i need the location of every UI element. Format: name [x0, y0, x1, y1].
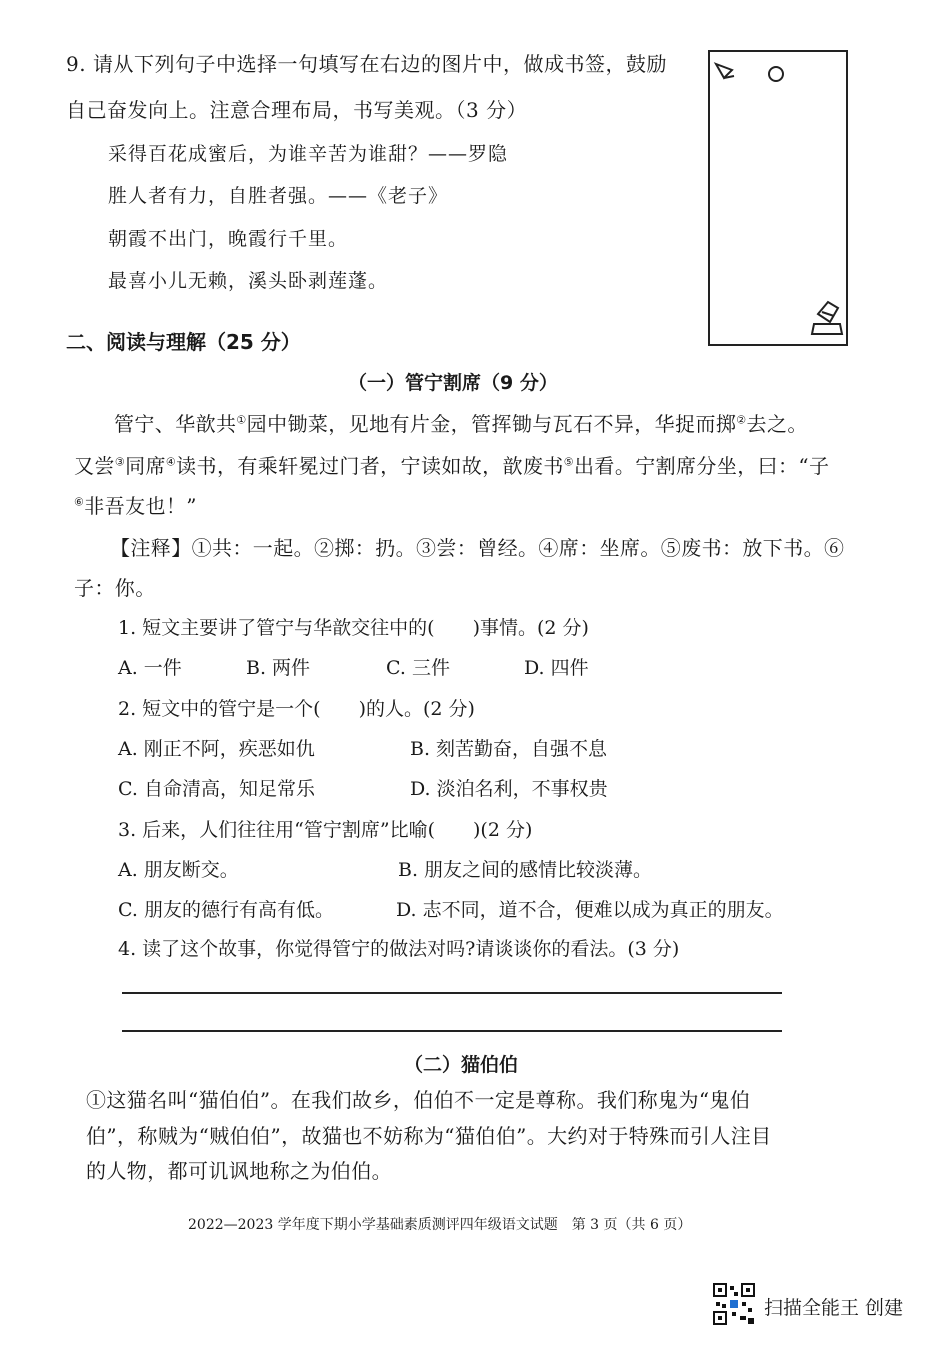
q3-option-b: B. 朋友之间的感情比较淡薄。: [398, 859, 653, 881]
question-4: 4. 读了这个故事，你觉得管宁的做法对吗?请谈谈你的看法。(3 分): [118, 938, 680, 960]
q2-option-d: D. 淡泊名利，不事权贵: [410, 778, 608, 800]
question-1: 1. 短文主要讲了管宁与华歆交往中的( )事情。(2 分): [118, 617, 589, 639]
passage2-line3: 的人物，都可讥讽地称之为伯伯。: [86, 1159, 392, 1183]
book-icon: [716, 64, 734, 78]
passage1-line2: 又尝③同席④读书，有乘轩冕过门者，宁读如故，歆废书⑤出看。宁割席分坐，曰：“子: [74, 454, 830, 478]
bookmark-decoration: [710, 52, 846, 344]
q1-option-a: A. 一件: [118, 657, 182, 679]
annotation-line2: 子：你。: [74, 576, 156, 600]
quote-option: 最喜小儿无赖，溪头卧剥莲蓬。: [108, 270, 389, 292]
passage1-line1: 管宁、华歆共①园中锄菜，见地有片金，管挥锄与瓦石不异，华捉而掷②去之。: [114, 412, 808, 436]
bookmark-hole: [769, 67, 783, 81]
section-heading: 二、阅读与理解（25 分）: [66, 330, 301, 354]
passage2-line2: 伯”，称贼为“贼伯伯”，故猫也不妨称为“猫伯伯”。大约对于特殊而引人注目: [86, 1124, 772, 1148]
answer-line[interactable]: [122, 1030, 782, 1032]
q3-option-d: D. 志不同，道不合，便难以成为真正的朋友。: [396, 899, 784, 921]
q1-option-b: B. 两件: [246, 657, 311, 679]
question-2: 2. 短文中的管宁是一个( )的人。(2 分): [118, 698, 475, 720]
q2-option-c: C. 自命清高，知足常乐: [118, 778, 315, 800]
quote-option: 胜人者有力，自胜者强。——《老子》: [108, 185, 449, 207]
annotation-line1: 【注释】①共：一起。②掷：扔。③尝：曾经。④席：坐席。⑤废书：放下书。⑥: [110, 536, 845, 560]
q9-prompt-line2: 自己奋发向上。注意合理布局，书写美观。（3 分）: [66, 98, 528, 122]
reading-child-icon: [812, 302, 842, 334]
q2-option-b: B. 刻苦勤奋，自强不息: [410, 738, 608, 760]
q1-option-d: D. 四件: [524, 657, 589, 679]
answer-line[interactable]: [122, 992, 782, 994]
passage1-title: （一）管宁割席（9 分）: [348, 372, 558, 394]
question-3: 3. 后来，人们往往用“管宁割席”比喻( )(2 分): [118, 819, 533, 841]
passage2-line1: ①这猫名叫“猫伯伯”。在我们故乡，伯伯不一定是尊称。我们称鬼为“鬼伯: [86, 1088, 751, 1112]
q2-option-a: A. 刚正不阿，疾恶如仇: [118, 738, 315, 760]
qr-code-icon: [712, 1282, 756, 1326]
q9-prompt-line1: 9. 请从下列句子中选择一句填写在右边的图片中，做成书签，鼓励: [66, 52, 667, 76]
bookmark-frame: [708, 50, 848, 346]
page-footer: 2022—2023 学年度下期小学基础素质测评四年级语文试题 第 3 页（共 6 页）: [188, 1217, 692, 1233]
quote-option: 朝霞不出门，晚霞行千里。: [108, 228, 349, 250]
passage1-line3: ⑥非吾友也！”: [74, 494, 197, 518]
quote-option: 采得百花成蜜后，为谁辛苦为谁甜？——罗隐: [108, 143, 509, 165]
q3-option-c: C. 朋友的德行有高有低。: [118, 899, 334, 921]
scanner-watermark: 扫描全能王 创建: [764, 1297, 904, 1319]
q1-option-c: C. 三件: [386, 657, 450, 679]
passage2-title: （二）猫伯伯: [404, 1054, 519, 1076]
q3-option-a: A. 朋友断交。: [118, 859, 239, 881]
